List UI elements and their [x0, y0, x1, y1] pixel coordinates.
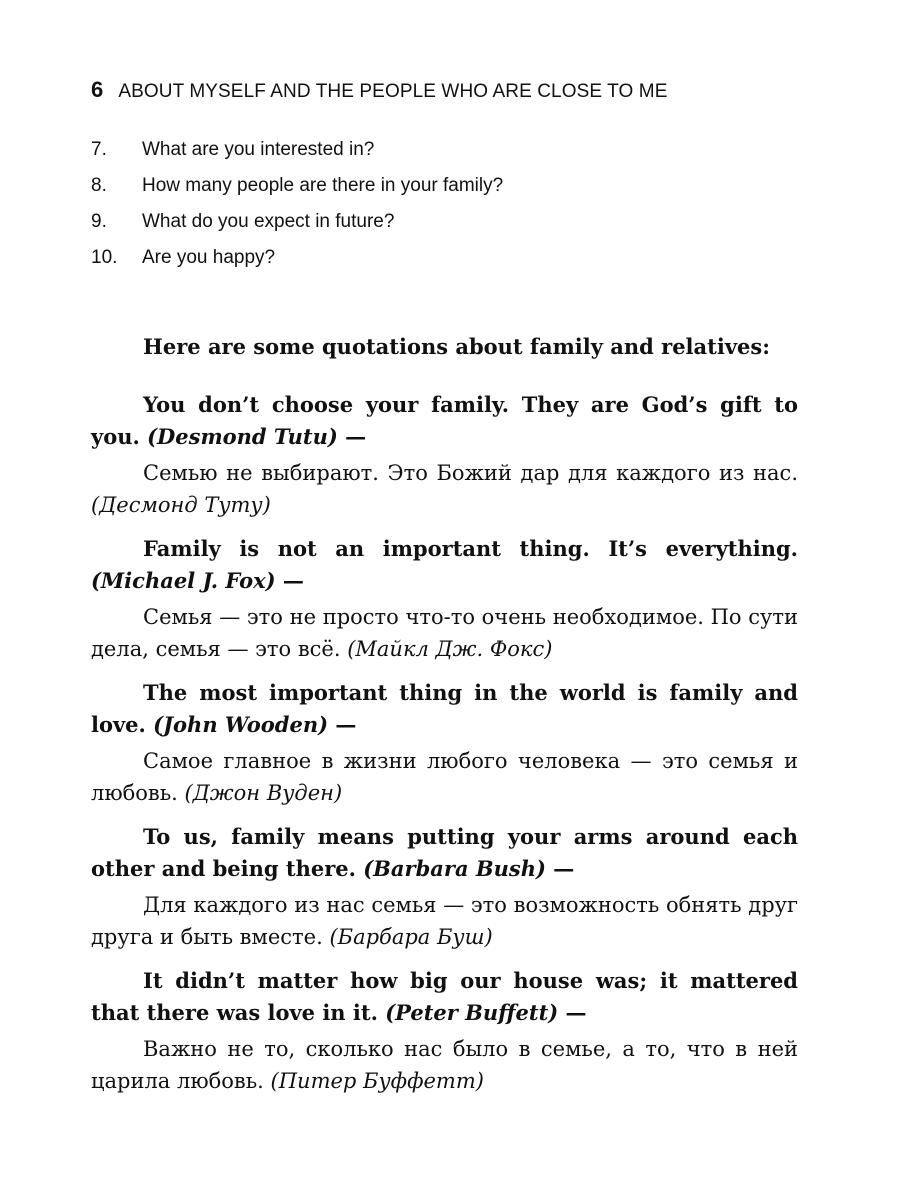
quote-author: (Peter Buffett) — [385, 1000, 559, 1025]
translation-text: Семью не выбирают. Это Божий дар для каждого из нас. — [143, 461, 798, 485]
quote-text: The most important thing in the world is family and love. — [91, 680, 798, 737]
item-text: What do you expect in future? — [142, 211, 395, 232]
item-text: What are you interested in? — [142, 139, 375, 160]
item-number: 7. — [91, 139, 107, 160]
translation-author: (Питер Буффетт) — [270, 1069, 484, 1093]
item-number: 9. — [91, 211, 107, 232]
list-item — [91, 208, 503, 244]
quote-english — [91, 821, 798, 885]
translation-text: Важно не то, сколько нас было в семье, а то, что в ней царила любовь. — [91, 1037, 798, 1093]
item-number: 8. — [91, 175, 107, 196]
translation-author: (Барбара Буш) — [329, 925, 493, 949]
quote-block — [91, 677, 798, 809]
dash: — — [545, 856, 575, 881]
quote-russian — [91, 1033, 798, 1097]
item-text: Are you happy? — [142, 247, 276, 268]
translation-text: Самое главное в жизни любого человека — это семья и любовь. — [91, 749, 798, 805]
item-number: 10. — [91, 247, 118, 268]
translation-text: Семья — это не просто что-то очень необходимое. По сути дела, семья — это всё. — [91, 605, 798, 661]
item-text: How many people are there in your family? — [142, 175, 504, 196]
quote-author: (Desmond Tutu) — [147, 424, 338, 449]
translation-author: (Десмонд Туту) — [91, 493, 271, 517]
translation-author: (Майкл Дж. Фокс) — [347, 637, 553, 661]
quote-english — [91, 965, 798, 1029]
chapter-title: ABOUT MYSELF AND THE PEOPLE WHO ARE CLOSE TO ME — [118, 81, 668, 102]
quote-russian — [91, 889, 798, 953]
dash: — — [275, 568, 304, 593]
translation-text: Для каждого из нас семья — это возможность обнять друг друга и быть вместе. — [91, 893, 798, 949]
quote-block — [91, 389, 798, 521]
quote-block — [91, 821, 798, 953]
list-item — [91, 172, 503, 208]
translation-author: (Джон Вуден) — [184, 781, 343, 805]
dash: — — [337, 424, 367, 449]
quote-block — [91, 533, 798, 665]
quote-author: (Barbara Bush) — [363, 856, 546, 881]
quote-text: It didn’t matter how big our house was; it mattered that there was love in it. — [91, 968, 798, 1025]
quote-russian — [91, 601, 798, 665]
quote-text: You don’t choose your family. They are God’s gift to you. — [91, 392, 798, 449]
quote-text: Family is not an important thing. It’s everything. — [143, 536, 798, 561]
dash: — — [328, 712, 357, 737]
quote-english — [91, 533, 798, 597]
section-intro: Here are some quotations about family and relatives: — [143, 334, 770, 359]
quote-russian — [91, 457, 798, 521]
quote-russian — [91, 745, 798, 809]
question-list — [91, 136, 503, 280]
running-header — [91, 77, 668, 103]
quote-block — [91, 965, 798, 1097]
quote-english — [91, 389, 798, 453]
quote-author: (Michael J. Fox) — [91, 568, 276, 593]
quote-text: To us, family means putting your arms around each other and being there. — [91, 824, 798, 881]
quote-english — [91, 677, 798, 741]
dash: — — [558, 1000, 587, 1025]
page-number: 6 — [91, 77, 104, 102]
list-item — [91, 136, 503, 172]
list-item — [91, 244, 503, 280]
quote-author: (John Wooden) — [153, 712, 329, 737]
